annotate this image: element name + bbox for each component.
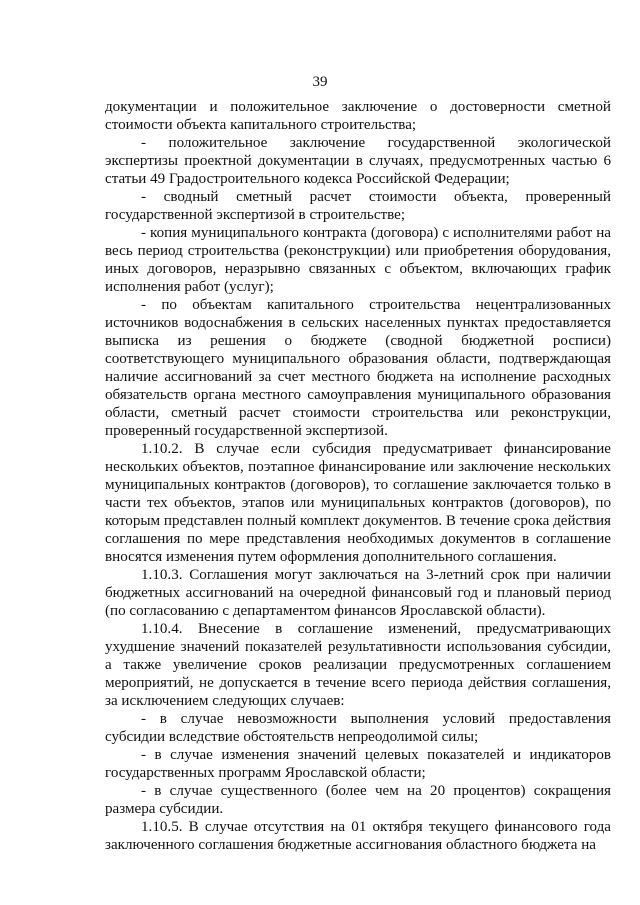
page-number: 39 bbox=[312, 74, 328, 90]
paragraph-9: - в случае невозможности выполнения условий предоставления субсидии вследствие обстоятельств непреодолимой силы; bbox=[105, 711, 611, 745]
paragraph-10: - в случае изменения значений целевых показателей и индикаторов государственных программ Ярославской области; bbox=[105, 747, 611, 781]
paragraph-3: - сводный сметный расчет стоимости объекта, проверенный государственной экспертизой в строительстве; bbox=[105, 189, 611, 223]
paragraph-4: - копия муниципального контракта (договора) с исполнителями работ на весь период строительства (реконструкции) или приобретения оборудования, иных договоров, неразрывно связанных с объектом, включающих график исполнения работ (услуг); bbox=[105, 225, 611, 295]
paragraph-1: документации и положительное заключение о достоверности сметной стоимости объекта капитального строительства; bbox=[105, 99, 611, 133]
paragraph-5: - по объектам капитального строительства нецентрализованных источников водоснабжения в сельских населенных пунктах предоставляется выписка из решения о бюджете (сводной бюджетной росписи) соответствующего муниципального образования области, подтверждающая наличие ассигнований за счет местного бюджета на исполнение расходных обязательств органа местного самоуправления муниципального образования области, сметный расчет стоимости строительства или реконструкции, проверенный государственной экспертизой. bbox=[105, 297, 611, 439]
paragraph-12: 1.10.5. В случае отсутствия на 01 октября текущего финансового года заключенного соглашения бюджетные ассигнования областного бюджета на bbox=[105, 819, 611, 853]
paragraph-11: - в случае существенного (более чем на 20 процентов) сокращения размера субсидии. bbox=[105, 783, 611, 817]
body-text bbox=[105, 98, 611, 854]
paragraph-8: 1.10.4. Внесение в соглашение изменений, предусматривающих ухудшение значений показателей результативности использования субсидии, а также увеличение сроков реализации предусмотренных соглашением мероприятий, не допускается в течение всего периода действия соглашения, за исключением следующих случаев: bbox=[105, 621, 611, 709]
paragraph-6: 1.10.2. В случае если субсидия предусматривает финансирование нескольких объектов, поэтапное финансирование или заключение нескольких муниципальных контрактов (договоров), то соглашение заключается только в части тех объектов, этапов или муниципальных контрактов (договоров), по которым представлен полный комплект документов. В течение срока действия соглашения по мере представления необходимых документов в соглашение вносятся изменения путем оформления дополнительного соглашения. bbox=[105, 441, 611, 565]
paragraph-7: 1.10.3. Соглашения могут заключаться на 3-летний срок при наличии бюджетных ассигнований на очередной финансовый год и плановый период (по согласованию с департаментом финансов Ярославской области). bbox=[105, 567, 611, 619]
paragraph-2: - положительное заключение государственной экологической экспертизы проектной документации в случаях, предусмотренных частью 6 статьи 49 Градостроительного кодекса Российской Федерации; bbox=[105, 135, 611, 187]
